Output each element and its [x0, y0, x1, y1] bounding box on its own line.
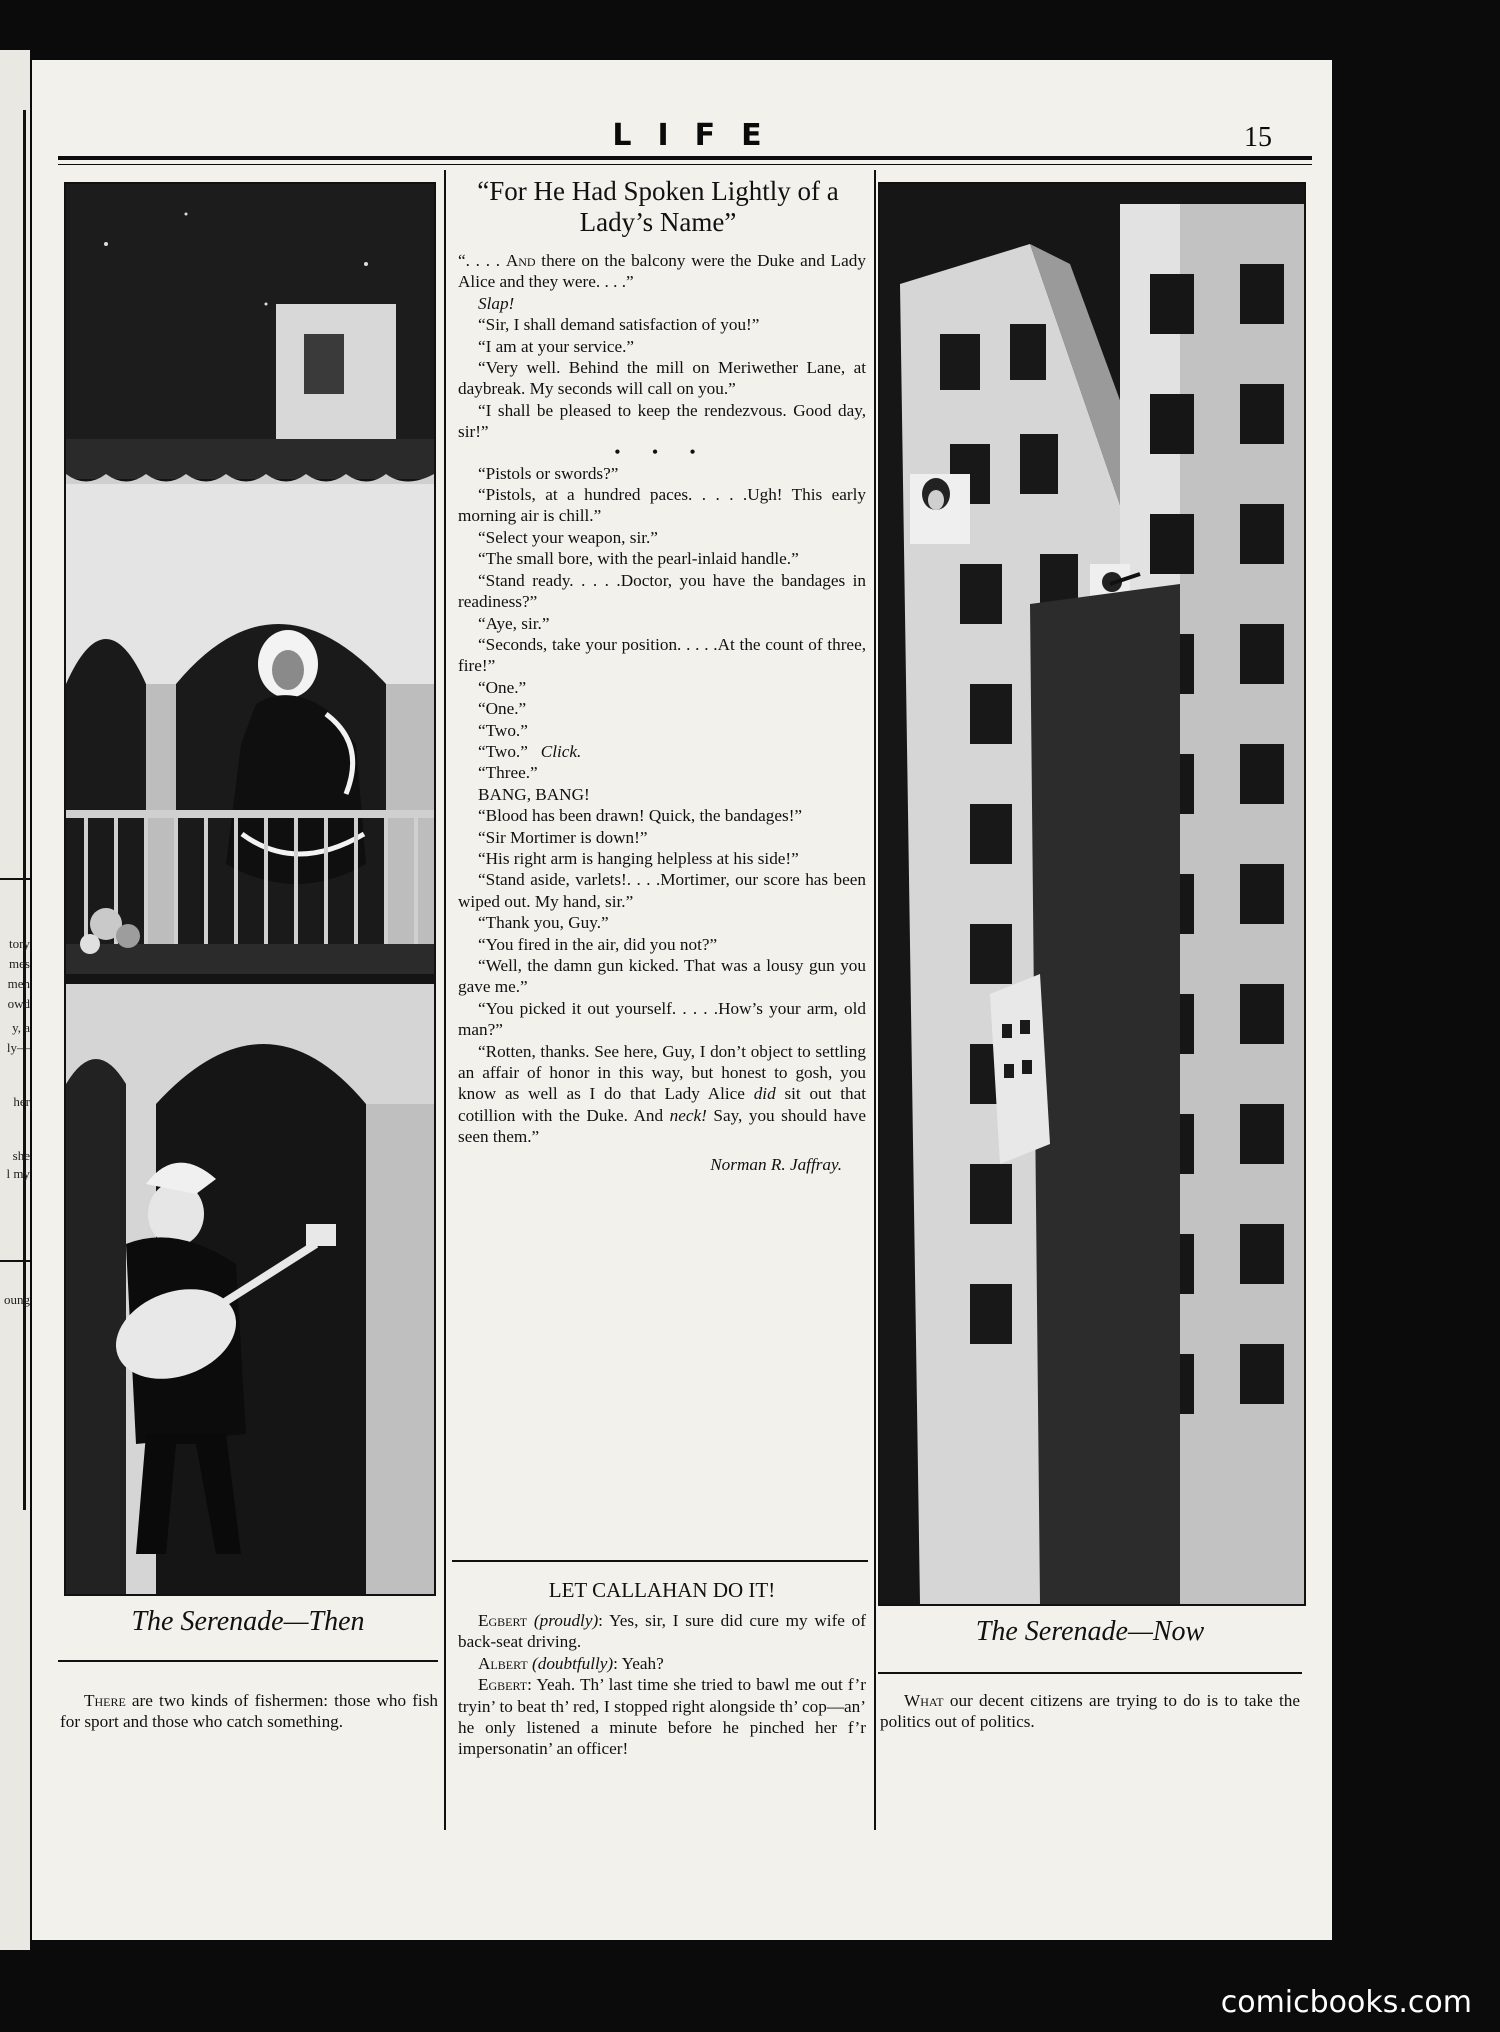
- article-paragraph: “Stand aside, varlets!. . . .Mortimer, our score has been wiped out. My hand, sir.”: [458, 870, 866, 911]
- article-paragraph: Slap!: [478, 293, 515, 313]
- center-section-rule: [452, 1560, 868, 1562]
- page-number: 15: [1244, 122, 1272, 153]
- article-paragraph: “Stand ready. . . . .Doctor, you have the bandages in readiness?”: [458, 570, 866, 612]
- prev-page-fragment: her: [13, 1094, 30, 1109]
- article-paragraph: “Aye, sir.”: [478, 613, 550, 633]
- right-joke: [880, 1690, 1300, 1733]
- text-run: Click.: [540, 741, 582, 761]
- text-run: “Two.”: [478, 741, 528, 761]
- dialogue-line: [458, 1610, 866, 1653]
- article-signature: Norman R. Jaffray.: [710, 1154, 842, 1174]
- left-joke-text: are two kinds of fishermen: those who fish for sport and those who catch something.: [60, 1691, 438, 1732]
- article-paragraph: “Select your weapon, sir.”: [478, 527, 658, 547]
- article-paragraph: “One.”: [478, 677, 527, 697]
- stage-direction: (doubtfully): [532, 1653, 614, 1673]
- dialogue-text: : Yeah?: [613, 1653, 664, 1673]
- prev-page-fragment: mes: [9, 956, 30, 971]
- serenade-then-illustration: [64, 182, 436, 1596]
- prev-page-hrule: [0, 1260, 30, 1262]
- callahan-body: [458, 1610, 866, 1760]
- left-joke: [60, 1690, 438, 1733]
- text-run: “Rotten, thanks. See here, Guy, I don’t object to settling an affair of honor in this way, but honest to gosh, you know as well as I do that Lady Alice: [458, 1041, 866, 1104]
- article-paragraph: “Sir Mortimer is down!”: [478, 827, 648, 847]
- prev-page-fragment: oung: [4, 1292, 30, 1307]
- speaker-name: Albert: [478, 1653, 528, 1673]
- article-paragraph: “Pistols or swords?”: [478, 463, 619, 483]
- article-paragraph: “Blood has been drawn! Quick, the bandages!”: [478, 806, 803, 826]
- masthead: LIFE: [612, 118, 788, 153]
- left-caption-rule: [58, 1660, 438, 1662]
- prev-page-fragment: owd: [7, 996, 30, 1011]
- article-body: [458, 250, 866, 1175]
- text-run: “. . . .: [458, 251, 506, 270]
- article-paragraph: [458, 250, 866, 293]
- prev-page-fragment: l my: [6, 1166, 30, 1181]
- dialogue-line: [458, 1674, 866, 1760]
- column-divider-right: [874, 170, 876, 1830]
- article-paragraph: “Thank you, Guy.”: [478, 913, 609, 933]
- caption-serenade-now: The Serenade—Now: [975, 1616, 1205, 1647]
- site-watermark: comicbooks.com: [1220, 1985, 1472, 2020]
- article-paragraph: “You picked it out yourself. . . . .How’s your arm, old man?”: [458, 998, 866, 1040]
- right-joke-text: our decent citizens are trying to do is to take the politics out of politics.: [880, 1691, 1300, 1732]
- article-paragraph: “Pistols, at a hundred paces. . . . .Ugh! This early morning air is chill.”: [458, 485, 866, 526]
- dialogue-text: : Yes, sir, I sure did cure my wife of back-seat driving.: [458, 1611, 867, 1652]
- article-paragraph: [458, 741, 866, 762]
- right-caption-rule: [878, 1672, 1302, 1674]
- article-paragraph: “Well, the damn gun kicked. That was a lousy gun you gave me.”: [458, 956, 866, 997]
- article-paragraph: “The small bore, with the pearl-inlaid handle.”: [478, 549, 799, 569]
- text-run: Say, you should have seen them.”: [458, 1105, 866, 1147]
- caption-serenade-then: The Serenade—Then: [131, 1606, 365, 1637]
- article-paragraph: “Three.”: [478, 763, 538, 783]
- text-run: sit out that cotillion with the Duke. And: [458, 1084, 866, 1125]
- article-paragraph: BANG, BANG!: [478, 784, 590, 804]
- article-paragraph: [458, 1041, 866, 1148]
- article-paragraph: “One.”: [478, 699, 527, 719]
- article-paragraph: “You fired in the air, did you not?”: [478, 934, 718, 954]
- text-run: neck!: [669, 1105, 707, 1125]
- article-paragraph: “His right arm is hanging helpless at his side!”: [478, 848, 799, 868]
- prev-page-fragment: ly—: [6, 1040, 30, 1055]
- serenade-now-illustration: [878, 182, 1306, 1606]
- dialogue-line: [458, 1653, 866, 1674]
- magazine-page: [32, 60, 1332, 1940]
- left-joke-lead: There: [84, 1691, 126, 1710]
- speaker-name: Egbert: [478, 1611, 528, 1630]
- article-paragraph: “I shall be pleased to keep the rendezvous. Good day, sir!”: [458, 400, 866, 442]
- stage-direction: (proudly): [533, 1611, 599, 1630]
- article-paragraph: “Very well. Behind the mill on Meriwether Lane, at daybreak. My seconds will call on you.”: [458, 358, 866, 399]
- prev-page-fragment: tory: [9, 936, 30, 951]
- article-paragraph: “Sir, I shall demand satisfaction of you!”: [478, 315, 760, 335]
- speaker-name: Egbert: [478, 1675, 528, 1695]
- dialogue-text: : Yeah. Th’ last time she tried to bawl me out f’r tryin’ to beat th’ red, I stopped right alongside th’ cop—an’ he only listened a minute before he pinched her f’r impersonatin’ an officer!: [458, 1675, 866, 1759]
- text-run: there on the balcony were the Duke and Lady Alice and they were. . . .”: [458, 251, 866, 292]
- article-paragraph: “Two.”: [478, 720, 528, 740]
- prev-page-fragment: she: [12, 1148, 30, 1163]
- right-joke-lead: What: [904, 1691, 944, 1710]
- previous-page-edge: [0, 50, 30, 1950]
- callahan-title: LET CALLAHAN DO IT!: [548, 1578, 776, 1602]
- prev-page-fragment: y, a: [12, 1020, 30, 1035]
- text-run: did: [753, 1084, 776, 1104]
- section-separator: • • •: [614, 443, 710, 461]
- article-title: “For He Had Spoken Lightly of a Lady’s Name”: [477, 176, 839, 237]
- column-divider-left: [444, 170, 446, 1830]
- header-rule: [58, 156, 1312, 160]
- article-paragraph: “I am at your service.”: [478, 336, 635, 356]
- text-run: And: [505, 251, 536, 270]
- prev-page-hrule: [0, 878, 30, 880]
- article-paragraph: “Seconds, take your position. . . . .At the count of three, fire!”: [458, 634, 866, 676]
- header-rule-thin: [58, 164, 1312, 165]
- prev-page-fragment: men: [7, 976, 30, 991]
